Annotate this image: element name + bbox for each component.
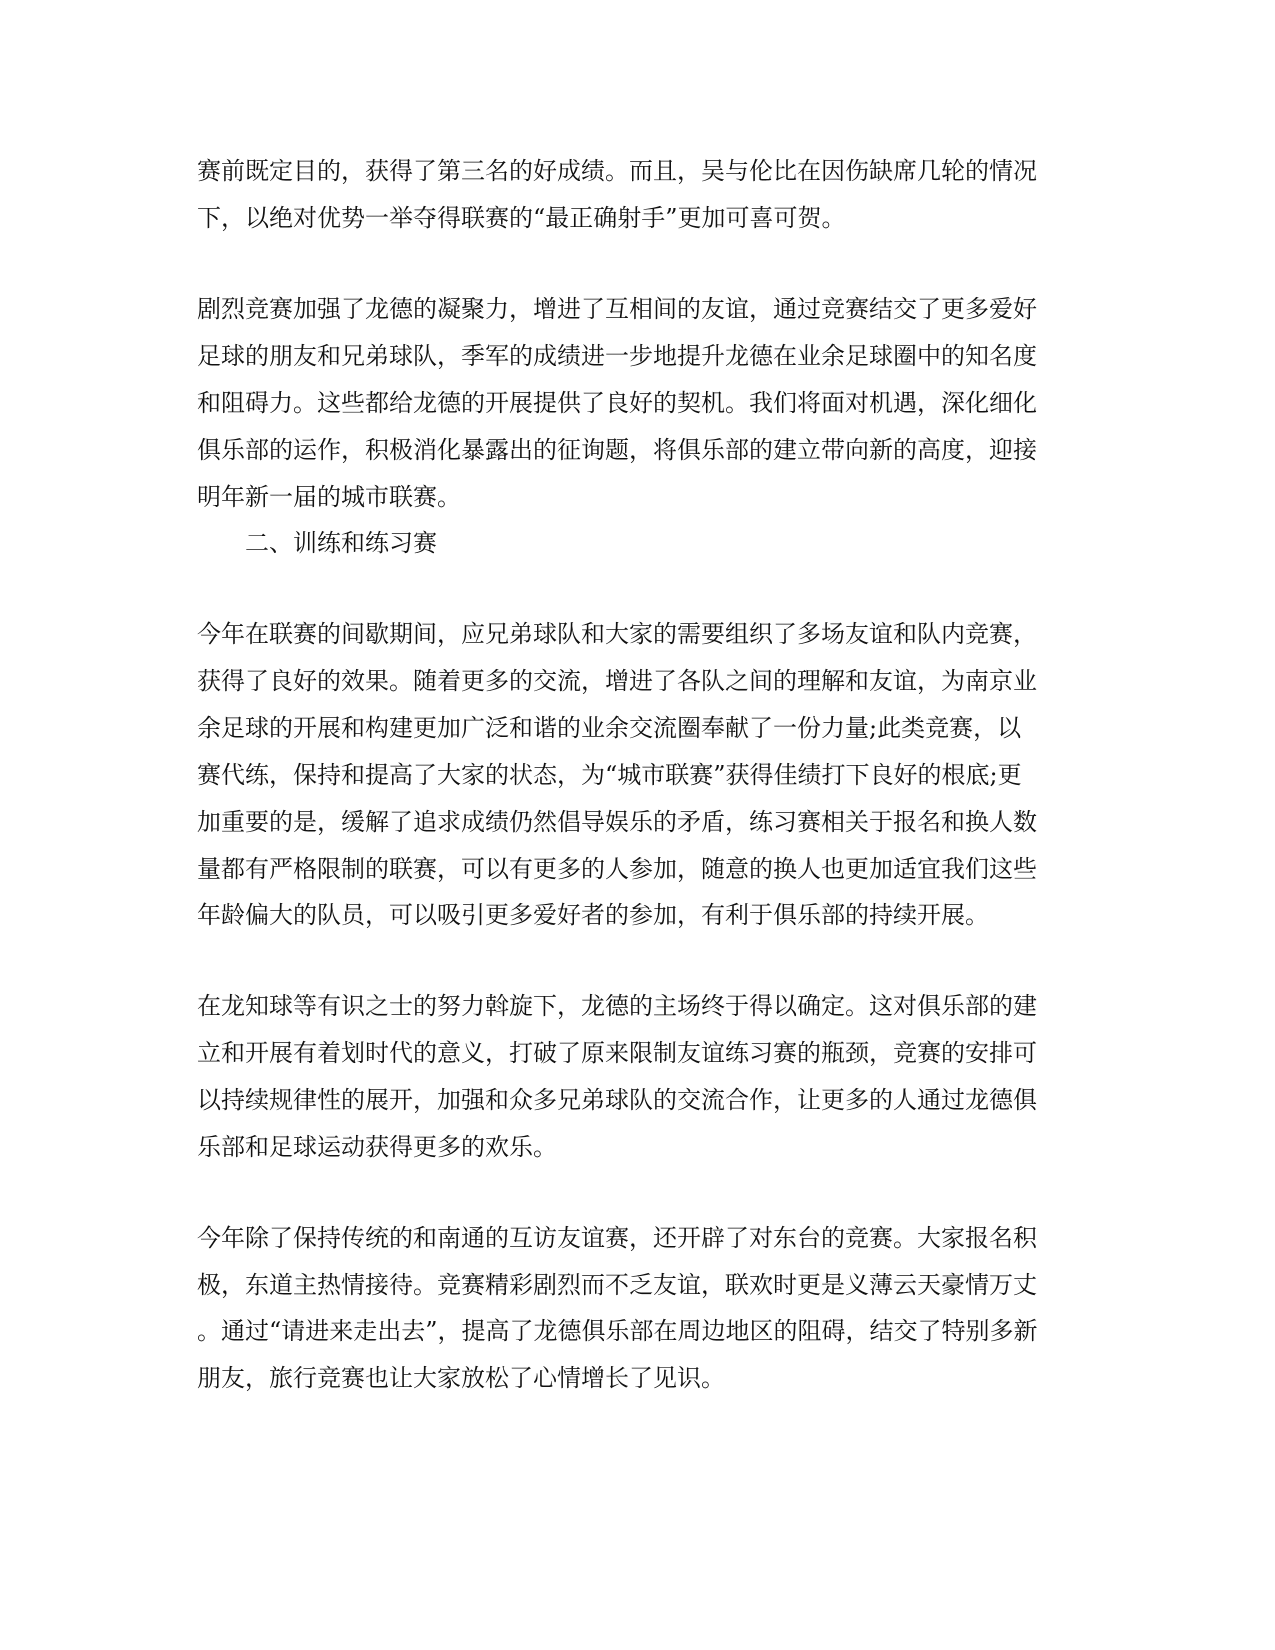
paragraph-line: 俱乐部的运作，积极消化暴露出的征询题，将俱乐部的建立带向新的高度，迎接: [197, 436, 1037, 464]
paragraph-line: 足球的朋友和兄弟球队，季军的成绩进一步地提升龙德在业余足球圈中的知名度: [197, 342, 1037, 370]
paragraph-line: 量都有严格限制的联赛，可以有更多的人参加，随意的换人也更加适宜我们这些: [197, 855, 1037, 883]
paragraph-line: 在龙知球等有识之士的努力斡旋下，龙德的主场终于得以确定。这对俱乐部的建: [197, 992, 1037, 1020]
paragraph-line: 朋友，旅行竞赛也让大家放松了心情增长了见识。: [197, 1364, 725, 1392]
paragraph-line: 获得了良好的效果。随着更多的交流，增进了各队之间的理解和友谊，为南京业: [197, 667, 1037, 695]
paragraph-line: 。通过“请进来走出去”，提高了龙德俱乐部在周边地区的阻碍，结交了特别多新: [197, 1317, 1038, 1345]
paragraph-line: 赛前既定目的，获得了第三名的好成绩。而且，吴与伦比在因伤缺席几轮的情况: [197, 157, 1037, 185]
paragraph-line: 明年新一届的城市联赛。: [197, 483, 461, 511]
paragraph-line: 和阻碍力。这些都给龙德的开展提供了良好的契机。我们将面对机遇，深化细化: [197, 389, 1037, 417]
paragraph-line: 立和开展有着划时代的意义，打破了原来限制友谊练习赛的瓶颈，竞赛的安排可: [197, 1039, 1037, 1067]
paragraph-line: 剧烈竞赛加强了龙德的凝聚力，增进了互相间的友谊，通过竞赛结交了更多爱好: [197, 295, 1037, 323]
section-heading: 二、训练和练习赛: [245, 529, 437, 557]
paragraph-line: 加重要的是，缓解了追求成绩仍然倡导娱乐的矛盾，练习赛相关于报名和换人数: [197, 808, 1037, 836]
paragraph-line: 下，以绝对优势一举夺得联赛的“最正确射手”更加可喜可贺。: [197, 204, 846, 232]
paragraph-line: 年龄偏大的队员，可以吸引更多爱好者的参加，有利于俱乐部的持续开展。: [197, 901, 989, 929]
paragraph-line: 乐部和足球运动获得更多的欢乐。: [197, 1133, 557, 1161]
paragraph-line: 今年在联赛的间歇期间，应兄弟球队和大家的需要组织了多场友谊和队内竞赛，: [197, 620, 1037, 648]
paragraph-line: 极，东道主热情接待。竞赛精彩剧烈而不乏友谊，联欢时更是义薄云天豪情万丈: [197, 1271, 1037, 1299]
paragraph-line: 余足球的开展和构建更加广泛和谐的业余交流圈奉献了一份力量;此类竞赛，以: [197, 714, 1022, 742]
paragraph-line: 赛代练，保持和提高了大家的状态，为“城市联赛”获得佳绩打下良好的根底;更: [197, 761, 1022, 789]
paragraph-line: 以持续规律性的展开，加强和众多兄弟球队的交流合作，让更多的人通过龙德俱: [197, 1086, 1037, 1114]
paragraph-line: 今年除了保持传统的和南通的互访友谊赛，还开辟了对东台的竞赛。大家报名积: [197, 1224, 1037, 1252]
